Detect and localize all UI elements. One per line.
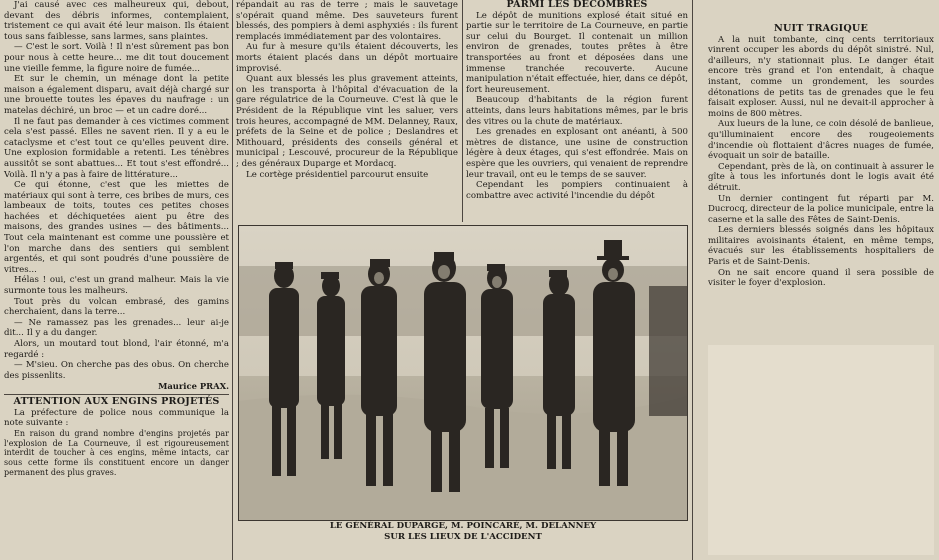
column-rule-2 <box>462 0 463 222</box>
col2-para-1: répandait au ras de terre ; mais le sauvetage s'opérait quand même. Des sauveteurs furent blessés, des pompiers à demi asphyxiés : ils furent remplacés immédiatement par des volontaires. <box>236 0 458 42</box>
column-1 <box>4 0 229 478</box>
news-photograph <box>238 225 688 521</box>
col4-para-4: Un dernier contingent fut réparti par M. Ducrocq, directeur de la police municipale, entre la caserne et la salle des Fêtes de Saint-Denis. <box>708 193 934 225</box>
col3-para-2: Beaucoup d'habitants de la région furent atteints, dans leurs habitations mêmes, par le bris des vitres ou la chute de matériaux. <box>466 95 688 127</box>
col1-note-body: En raison du grand nombre d'engins projetés par l'explosion de La Courneuve, il est rigoureusement interdit de toucher à ces engins, même intacts, car sous cette forme ils constituent encore un danger permanent des plus graves. <box>4 428 229 477</box>
col3-para-4: Cependant les pompiers continuaient à combattre avec activité l'incendie du dépôt <box>466 180 688 201</box>
col4-para-6: On ne sait encore quand il sera possible de visiter le foyer d'explosion. <box>708 267 934 289</box>
photo-illustration <box>239 226 687 520</box>
author-signature: Maurice PRAX. <box>158 381 229 392</box>
caption-line-1: LE GÉNÉRAL DUPARGE, M. POINCARÉ, M. DELANNEY <box>329 521 597 531</box>
col4-para-2: Aux lueurs de la lune, ce coin désolé de banlieue, qu'illuminaient encore des rougeoiements d'incendie où flottaient d'âcres nuages de fumée, évoquait un soir de bataille. <box>708 119 934 162</box>
col1-para-1: J'ai causé avec ces malheureux qui, debout, devant des débris informes, contemplaient, tristement ce qui avait été leur maison. Ils étaient tous sans faiblesse, sans larmes, sans plaintes. <box>4 0 229 42</box>
col2-para-3: Quant aux blessés les plus gravement atteints, on les transporta à l'hôpital d'évacuation de la gare régulatrice de la Courneuve. C'est là que le Président de la République vint les saluer, vers trois heures, accompagné de MM. Delanney, Raux, préfets de la Seine et de police ; Deslandres et Mithouard, présidents des conseils général et municipal ; Lescouvé, procureur de la République ; des généraux Duparge et Mordacq. <box>236 74 458 169</box>
caption-line-2: SUR LES LIEUX DE L'ACCIDENT <box>384 532 542 542</box>
column-2 <box>236 0 458 180</box>
col4-para-1: A la nuit tombante, cinq cents territoriaux vinrent occuper les abords du dépôt sinistré. Nul, d'ailleurs, n'y stationnait plus. Le danger était encore très grand et l'on entendait, à chaque instant, comme un grondement, les sourdes détonations de petits tas de grenades que le feu faisait exploser. Aussi, nul ne devait-il approcher à moins de 800 mètres. <box>708 34 934 119</box>
col2-para-2: Au fur à mesure qu'ils étaient découverts, les morts étaient placés dans un dépôt mortuaire improvisé. <box>236 42 458 74</box>
column-4-blank-area <box>708 345 934 555</box>
col3-para-3: Les grenades en explosant ont anéanti, à 500 mètres de distance, une usine de construction légère à deux étages, qui s'est effondrée. Mais on espère que les ouvriers, qui venaient de reprendre leur travail, ont eu le temps de se sauver. <box>466 127 688 180</box>
col1-para-3: Et sur le chemin, un ménage dont la petite maison a également disparu, avait déjà chargé sur une brouette toutes les épaves du naufrage : un matelas déchiré, un broc — et un cadre doré... <box>4 74 229 116</box>
column-rule-1-lower <box>232 225 233 560</box>
column-rule-3 <box>692 0 693 560</box>
column-rule-1 <box>232 0 233 225</box>
col4-para-3: Cependant, près de là, on continuait à assurer le gîte à tous les infortunés dont le logis avait été détruit. <box>708 161 934 193</box>
col1-note-intro: La préfecture de police nous communique la note suivante : <box>4 407 229 429</box>
col1-para-10: — M'sieu. On cherche pas des obus. On cherche des pissenlits. <box>4 360 229 381</box>
col1-para-8: — Ne ramassez pas les grenades... leur ai-je dit... Il y a du danger. <box>4 317 229 339</box>
column-4 <box>708 0 934 289</box>
heading-attention-engins: ATTENTION AUX ENGINS PROJETÉS <box>13 395 220 407</box>
photo-caption <box>238 521 688 543</box>
heading-nuit-tragique: NUIT TRAGIQUE <box>774 23 868 34</box>
col1-para-4: Il ne faut pas demander à ces victimes comment cela s'est passé. Elles ne savent rien. Il y a eu le cataclysme et c'est tout ce qu'elles peuvent dire. Une explosion formidable a retenti. Les ténèbres aussitôt se sont abattues... Et tout s'est effondré... Voilà. Il n'y a pas à faire de littérature... <box>4 116 229 180</box>
col3-para-1: Le dépôt de munitions explosé était situé en partie sur le territoire de La Courneuve, en partie sur celui du Bourget. Il contenait un million environ de grenades, toutes prêtes à être transportées au front et déposées dans une immense tranchée recouverte. Aucune manipulation n'était effectuée, hier, dans ce dépôt, fort heureusement. <box>466 10 688 95</box>
column-3 <box>466 0 688 201</box>
col1-para-7: Tout près du volcan embrasé, des gamins cherchaient, dans la terre... <box>4 296 229 318</box>
col1-para-5: Ce qui étonne, c'est que les miettes de matériaux qui sont à terre, ces bribes de murs, ces lambeaux de toits, toutes ces petites choses hachées et déchiquetées aient pu être des maisons, des grandes usines — des bâtiments... Tout cela maintenant est comme une poussière et l'on marche dans des sentiers qui semblent argentés, et qui sont poudrés d'une poussière de vitres... <box>4 180 229 275</box>
section-divider <box>4 394 229 395</box>
heading-parmi-decombres: PARMI LES DÉCOMBRES <box>506 0 648 10</box>
col4-para-5: Les derniers blessés soignés dans les hôpitaux militaires avoisinants étaient, en même temps, évacués sur les établissements hospitaliers de Paris et de Saint-Denis. <box>708 225 934 268</box>
col2-para-4: Le cortège présidentiel parcourut ensuite <box>246 169 429 180</box>
col1-para-9: Alors, un moutard tout blond, l'air étonné, m'a regardé : <box>4 339 229 360</box>
col1-para-2: — C'est le sort. Voilà ! Il n'est sûrement pas bon pour nous à cette heure... me dit tout doucement une vieille femme, la figure noire de fumée... <box>4 42 229 74</box>
col1-para-6: Hélas ! oui, c'est un grand malheur. Mais la vie surmonte tous les malheurs. <box>4 275 229 297</box>
